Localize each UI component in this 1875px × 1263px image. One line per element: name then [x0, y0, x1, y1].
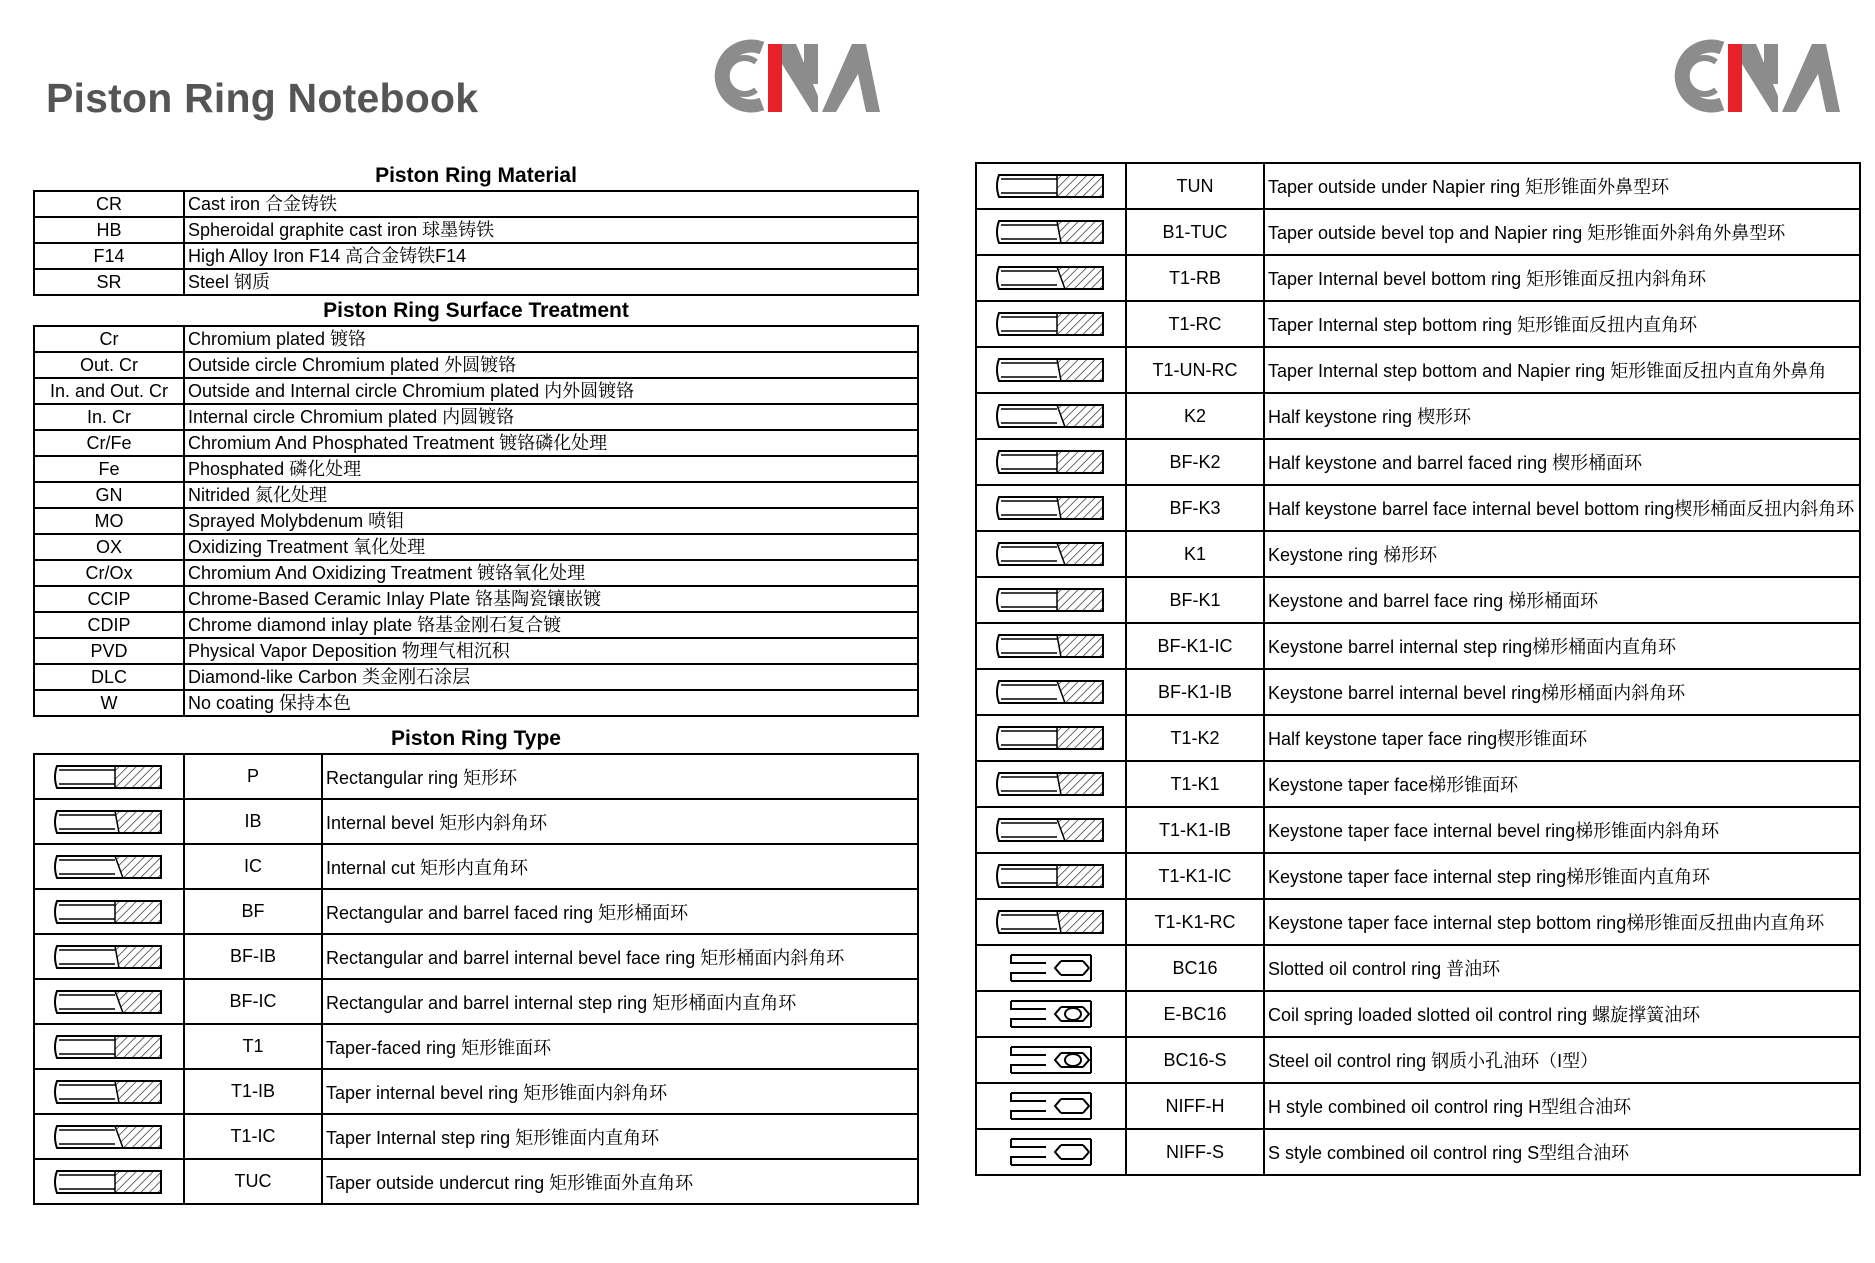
- ring-type-code: BF-IB: [184, 934, 322, 979]
- ring-type-code: T1-IB: [184, 1069, 322, 1114]
- h-style-oil-ring-icon: [991, 1089, 1111, 1123]
- row-code: GN: [34, 482, 184, 508]
- ring-type-description: Internal bevel 矩形内斜角环: [322, 799, 918, 844]
- cna-logo-left: [700, 34, 890, 118]
- ring-profile-cell: [976, 1129, 1126, 1175]
- table-row: [976, 1083, 1860, 1129]
- taper-internal-bevel-ring-icon: [49, 1075, 169, 1109]
- row-description: Steel 钢质: [184, 269, 918, 295]
- table-row: [976, 1037, 1860, 1083]
- ring-type-description: S style combined oil control ring S型组合油环: [1264, 1129, 1860, 1175]
- ring-type-code: BF: [184, 889, 322, 934]
- ring-profile-cell: [34, 1024, 184, 1069]
- ring-profile-cell: [34, 799, 184, 844]
- table-row: [976, 623, 1860, 669]
- row-code: MO: [34, 508, 184, 534]
- taper-step-bottom-ring-icon: [991, 307, 1111, 341]
- ring-profile-cell: [34, 844, 184, 889]
- ring-profile-cell: [976, 209, 1126, 255]
- ring-profile-cell: [976, 301, 1126, 347]
- row-code: SR: [34, 269, 184, 295]
- ring-type-code: BF-K2: [1126, 439, 1264, 485]
- row-code: PVD: [34, 638, 184, 664]
- table-row: [976, 669, 1860, 715]
- internal-bevel-ring-icon: [49, 805, 169, 839]
- row-code: Fe: [34, 456, 184, 482]
- row-description: Chromium And Oxidizing Treatment 镀铬氧化处理: [184, 560, 918, 586]
- keystone-taper-bevel-ring-icon: [991, 813, 1111, 847]
- ring-type-description: Taper internal bevel ring 矩形锥面内斜角环: [322, 1069, 918, 1114]
- row-description: Internal circle Chromium plated 内圆镀铬: [184, 404, 918, 430]
- ring-profile-cell: [34, 1069, 184, 1114]
- keystone-taper-ring-icon: [991, 767, 1111, 801]
- table-row: [34, 456, 918, 482]
- ring-type-description: Taper outside under Napier ring 矩形锥面外鼻型环: [1264, 163, 1860, 209]
- surface-section-title: Piston Ring Surface Treatment: [323, 299, 629, 322]
- taper-undercut-ring-icon: [49, 1165, 169, 1199]
- ring-type-code: NIFF-S: [1126, 1129, 1264, 1175]
- ring-type-code: B1-TUC: [1126, 209, 1264, 255]
- ring-type-code: BC16-S: [1126, 1037, 1264, 1083]
- ring-profile-cell: [34, 754, 184, 799]
- table-row: [976, 209, 1860, 255]
- ring-profile-cell: [976, 393, 1126, 439]
- table-row: [34, 430, 918, 456]
- table-row: [34, 799, 918, 844]
- table-row: [34, 1069, 918, 1114]
- table-row: [34, 404, 918, 430]
- ring-type-description: Half keystone and barrel faced ring 楔形桶面环: [1264, 439, 1860, 485]
- table-row: [34, 844, 918, 889]
- table-row: [34, 508, 918, 534]
- keystone-barrel-bevel-ring-icon: [991, 675, 1111, 709]
- ring-type-code: BC16: [1126, 945, 1264, 991]
- ring-profile-cell: [976, 439, 1126, 485]
- row-code: Cr: [34, 326, 184, 352]
- table-row: [976, 163, 1860, 209]
- row-description: Physical Vapor Deposition 物理气相沉积: [184, 638, 918, 664]
- row-code: Cr/Fe: [34, 430, 184, 456]
- row-description: Chrome-Based Ceramic Inlay Plate 铬基陶瓷镶嵌镀: [184, 586, 918, 612]
- table-row: [976, 301, 1860, 347]
- table-row: [34, 191, 918, 217]
- row-description: Outside circle Chromium plated 外圆镀铬: [184, 352, 918, 378]
- ring-type-code: IB: [184, 799, 322, 844]
- row-description: Cast iron 合金铸铁: [184, 191, 918, 217]
- ring-type-description: Taper Internal bevel bottom ring 矩形锥面反扭内斜角环: [1264, 255, 1860, 301]
- table-row: [34, 690, 918, 716]
- ring-type-code: BF-K3: [1126, 485, 1264, 531]
- table-row: [34, 586, 918, 612]
- row-code: DLC: [34, 664, 184, 690]
- row-description: Chromium plated 镀铬: [184, 326, 918, 352]
- table-row: [976, 853, 1860, 899]
- taper-bevel-bottom-ring-icon: [991, 261, 1111, 295]
- barrel-faced-ring-icon: [49, 895, 169, 929]
- row-description: Phosphated 磷化处理: [184, 456, 918, 482]
- ring-type-code: BF-K1-IB: [1126, 669, 1264, 715]
- table-row: [34, 378, 918, 404]
- ring-type-code: T1: [184, 1024, 322, 1069]
- table-row: [34, 979, 918, 1024]
- coil-spring-oil-ring-icon: [991, 997, 1111, 1031]
- cna-logo-right: [1660, 34, 1850, 118]
- ring-type-table-left: [33, 753, 919, 1205]
- table-row: [976, 485, 1860, 531]
- ring-type-description: Rectangular ring 矩形环: [322, 754, 918, 799]
- table-row: [34, 269, 918, 295]
- ring-type-description: Keystone and barrel face ring 梯形桶面环: [1264, 577, 1860, 623]
- ring-profile-cell: [976, 715, 1126, 761]
- steel-oil-ring-icon: [991, 1043, 1111, 1077]
- ring-profile-cell: [976, 255, 1126, 301]
- ring-type-description: Slotted oil control ring 普油环: [1264, 945, 1860, 991]
- ring-type-description: H style combined oil control ring H型组合油环: [1264, 1083, 1860, 1129]
- row-description: Chrome diamond inlay plate 铬基金刚石复合镀: [184, 612, 918, 638]
- half-keystone-taper-ring-icon: [991, 721, 1111, 755]
- table-row: [976, 715, 1860, 761]
- ring-type-code: T1-K2: [1126, 715, 1264, 761]
- ring-type-description: Keystone barrel internal step ring梯形桶面内直角环: [1264, 623, 1860, 669]
- surface-table: [33, 325, 919, 717]
- row-description: Nitrided 氮化处理: [184, 482, 918, 508]
- ring-type-description: Taper Internal step ring 矩形锥面内直角环: [322, 1114, 918, 1159]
- ring-type-description: Taper outside bevel top and Napier ring 矩形锥面外斜角外鼻型环: [1264, 209, 1860, 255]
- ring-type-description: Keystone taper face internal bevel ring梯形锥面内斜角环: [1264, 807, 1860, 853]
- table-row: [34, 934, 918, 979]
- row-code: In. Cr: [34, 404, 184, 430]
- table-row: [34, 612, 918, 638]
- row-description: Spheroidal graphite cast iron 球墨铸铁: [184, 217, 918, 243]
- half-keystone-ring-icon: [991, 399, 1111, 433]
- ring-type-code: T1-K1-IB: [1126, 807, 1264, 853]
- ring-type-description: Coil spring loaded slotted oil control ring 螺旋撑簧油环: [1264, 991, 1860, 1037]
- table-row: [34, 243, 918, 269]
- table-row: [976, 577, 1860, 623]
- row-description: Oxidizing Treatment 氧化处理: [184, 534, 918, 560]
- rectangular-ring-icon: [49, 760, 169, 794]
- ring-type-code: T1-RB: [1126, 255, 1264, 301]
- row-code: CDIP: [34, 612, 184, 638]
- ring-type-description: Keystone taper face internal step ring梯形锥面内直角环: [1264, 853, 1860, 899]
- row-code: HB: [34, 217, 184, 243]
- type-section-title: Piston Ring Type: [391, 727, 561, 750]
- ring-type-description: Taper outside undercut ring 矩形锥面外直角环: [322, 1159, 918, 1204]
- s-style-oil-ring-icon: [991, 1135, 1111, 1169]
- ring-type-description: Rectangular and barrel internal step ring 矩形桶面内直角环: [322, 979, 918, 1024]
- table-row: [34, 1114, 918, 1159]
- ring-type-code: T1-UN-RC: [1126, 347, 1264, 393]
- ring-profile-cell: [976, 899, 1126, 945]
- row-description: High Alloy Iron F14 高合金铸铁F14: [184, 243, 918, 269]
- half-keystone-barrel-ring-icon: [991, 445, 1111, 479]
- ring-type-code: E-BC16: [1126, 991, 1264, 1037]
- ring-type-description: Keystone taper face internal step bottom ring梯形锥面反扭曲内直角环: [1264, 899, 1860, 945]
- table-row: [976, 255, 1860, 301]
- ring-type-code: TUC: [184, 1159, 322, 1204]
- ring-type-description: Internal cut 矩形内直角环: [322, 844, 918, 889]
- ring-type-code: T1-K1: [1126, 761, 1264, 807]
- ring-type-code: BF-K1-IC: [1126, 623, 1264, 669]
- row-code: Out. Cr: [34, 352, 184, 378]
- table-row: [976, 393, 1860, 439]
- table-row: [34, 534, 918, 560]
- keystone-taper-step-bottom-ring-icon: [991, 905, 1111, 939]
- table-row: [34, 638, 918, 664]
- table-row: [34, 1024, 918, 1069]
- row-description: Sprayed Molybdenum 喷钼: [184, 508, 918, 534]
- table-row: [34, 326, 918, 352]
- half-keystone-barrel-bevel-ring-icon: [991, 491, 1111, 525]
- ring-profile-cell: [976, 991, 1126, 1037]
- ring-profile-cell: [976, 1083, 1126, 1129]
- row-code: In. and Out. Cr: [34, 378, 184, 404]
- row-code: Cr/Ox: [34, 560, 184, 586]
- table-row: [34, 1159, 918, 1204]
- row-code: W: [34, 690, 184, 716]
- ring-type-description: Half keystone ring 楔形环: [1264, 393, 1860, 439]
- ring-profile-cell: [976, 761, 1126, 807]
- ring-type-code: NIFF-H: [1126, 1083, 1264, 1129]
- keystone-ring-icon: [991, 537, 1111, 571]
- ring-profile-cell: [976, 853, 1126, 899]
- table-row: [976, 899, 1860, 945]
- ring-type-description: Keystone taper face梯形锥面环: [1264, 761, 1860, 807]
- keystone-taper-step-ring-icon: [991, 859, 1111, 893]
- table-row: [34, 664, 918, 690]
- internal-cut-ring-icon: [49, 850, 169, 884]
- taper-step-bottom-napier-ring-icon: [991, 353, 1111, 387]
- material-table: [33, 190, 919, 296]
- ring-type-code: K1: [1126, 531, 1264, 577]
- table-row: [976, 991, 1860, 1037]
- row-description: Chromium And Phosphated Treatment 镀铬磷化处理: [184, 430, 918, 456]
- ring-type-code: BF-IC: [184, 979, 322, 1024]
- ring-profile-cell: [976, 669, 1126, 715]
- ring-type-description: Rectangular and barrel faced ring 矩形桶面环: [322, 889, 918, 934]
- table-row: [34, 352, 918, 378]
- ring-profile-cell: [976, 531, 1126, 577]
- barrel-internal-step-ring-icon: [49, 985, 169, 1019]
- taper-bevel-napier-ring-icon: [991, 215, 1111, 249]
- table-row: [34, 754, 918, 799]
- ring-type-description: Half keystone barrel face internal bevel bottom ring楔形桶面反扭内斜角环: [1264, 485, 1860, 531]
- table-row: [34, 889, 918, 934]
- ring-profile-cell: [976, 945, 1126, 991]
- row-description: Outside and Internal circle Chromium plated 内外圆镀铬: [184, 378, 918, 404]
- ring-type-description: Steel oil control ring 钢质小孔油环（I型）: [1264, 1037, 1860, 1083]
- ring-type-description: Taper Internal step bottom and Napier ring 矩形锥面反扭内直角外鼻角: [1264, 347, 1860, 393]
- table-row: [976, 761, 1860, 807]
- keystone-barrel-step-ring-icon: [991, 629, 1111, 663]
- table-row: [34, 482, 918, 508]
- ring-profile-cell: [976, 577, 1126, 623]
- row-code: CR: [34, 191, 184, 217]
- barrel-internal-bevel-ring-icon: [49, 940, 169, 974]
- ring-type-code: TUN: [1126, 163, 1264, 209]
- ring-type-code: BF-K1: [1126, 577, 1264, 623]
- ring-profile-cell: [976, 807, 1126, 853]
- material-section-title: Piston Ring Material: [375, 164, 577, 187]
- table-row: [976, 439, 1860, 485]
- ring-profile-cell: [34, 1159, 184, 1204]
- ring-profile-cell: [976, 163, 1126, 209]
- row-description: Diamond-like Carbon 类金刚石涂层: [184, 664, 918, 690]
- row-description: No coating 保持本色: [184, 690, 918, 716]
- ring-type-code: T1-IC: [184, 1114, 322, 1159]
- table-row: [976, 1129, 1860, 1175]
- page-title: Piston Ring Notebook: [46, 75, 479, 121]
- row-code: OX: [34, 534, 184, 560]
- row-code: F14: [34, 243, 184, 269]
- ring-type-description: Taper-faced ring 矩形锥面环: [322, 1024, 918, 1069]
- ring-profile-cell: [34, 1114, 184, 1159]
- ring-type-code: T1-K1-RC: [1126, 899, 1264, 945]
- table-row: [976, 945, 1860, 991]
- table-row: [976, 531, 1860, 577]
- ring-type-description: Keystone barrel internal bevel ring梯形桶面内斜角环: [1264, 669, 1860, 715]
- ring-type-code: T1-K1-IC: [1126, 853, 1264, 899]
- ring-type-table-right: [975, 162, 1861, 1176]
- ring-type-code: T1-RC: [1126, 301, 1264, 347]
- ring-profile-cell: [34, 934, 184, 979]
- ring-profile-cell: [976, 485, 1126, 531]
- keystone-barrel-ring-icon: [991, 583, 1111, 617]
- table-row: [976, 807, 1860, 853]
- ring-type-description: Half keystone taper face ring楔形锥面环: [1264, 715, 1860, 761]
- ring-type-description: Rectangular and barrel internal bevel face ring 矩形桶面内斜角环: [322, 934, 918, 979]
- ring-type-description: Taper Internal step bottom ring 矩形锥面反扭内直角环: [1264, 301, 1860, 347]
- ring-type-description: Keystone ring 梯形环: [1264, 531, 1860, 577]
- ring-profile-cell: [34, 889, 184, 934]
- taper-napier-ring-icon: [991, 169, 1111, 203]
- ring-type-code: K2: [1126, 393, 1264, 439]
- row-code: CCIP: [34, 586, 184, 612]
- table-row: [976, 347, 1860, 393]
- taper-faced-ring-icon: [49, 1030, 169, 1064]
- table-row: [34, 560, 918, 586]
- ring-profile-cell: [976, 623, 1126, 669]
- ring-type-code: P: [184, 754, 322, 799]
- ring-profile-cell: [976, 1037, 1126, 1083]
- table-row: [34, 217, 918, 243]
- ring-type-code: IC: [184, 844, 322, 889]
- ring-profile-cell: [34, 979, 184, 1024]
- ring-profile-cell: [976, 347, 1126, 393]
- slotted-oil-ring-icon: [991, 951, 1111, 985]
- taper-internal-step-ring-icon: [49, 1120, 169, 1154]
